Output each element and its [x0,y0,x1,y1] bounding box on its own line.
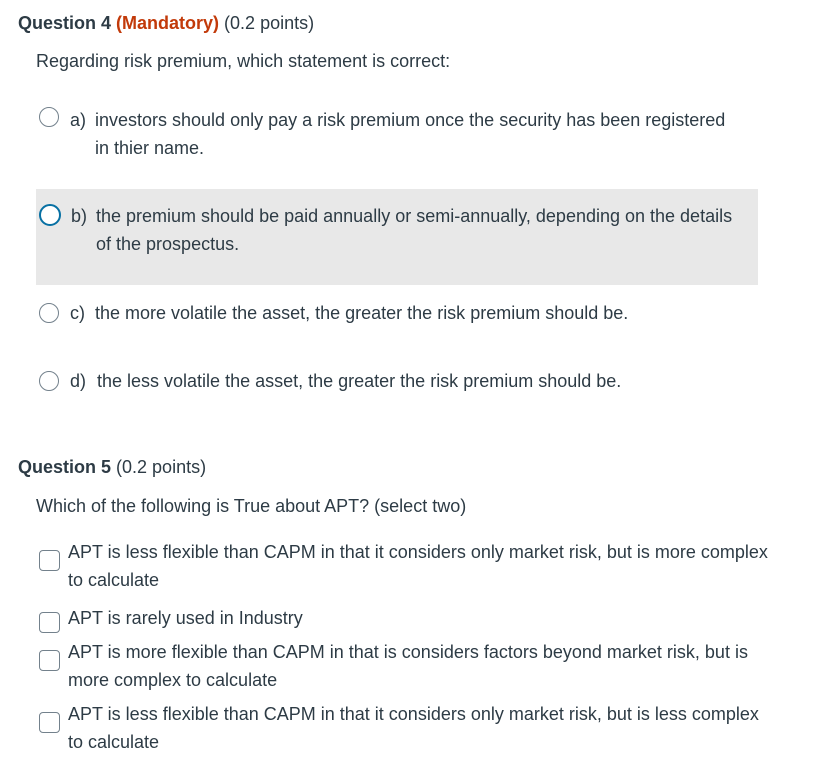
checkbox-option-1-text: APT is less flexible than CAPM in that it considers only market risk, but is more complex to calculate [68,542,768,590]
question-points: (0.2 points) [116,457,207,477]
question-4-prompt: Regarding risk premium, which statement is correct: [36,51,451,71]
option-d-text: the less volatile the asset, the greater the risk premium should be. [97,371,622,391]
checkbox-option-3-text: APT is more flexible than CAPM in that is considers factors beyond market risk, but is more complex to calculate [68,642,748,690]
checkbox-option-4-text: APT is less flexible than CAPM in that it considers only market risk, but is less complex to calculate [68,704,759,752]
option-d[interactable] [36,364,758,404]
option-a[interactable] [36,100,758,170]
checkbox-option-1[interactable] [39,550,60,571]
option-a-letter: a) [70,110,87,130]
option-b[interactable] [36,189,758,285]
option-b-text: the premium should be paid annually or semi-annually, depending on the details of the prospectus. [96,206,733,254]
mandatory-label: (Mandatory) [116,13,220,33]
option-c-text: the more volatile the asset, the greater the risk premium should be. [95,303,629,323]
option-c[interactable] [36,295,758,335]
question-5-title [18,455,206,479]
question-5-prompt: Which of the following is True about APT? (select two) [36,496,467,516]
checkbox-option-2[interactable] [39,612,60,633]
question-4-title [18,11,314,35]
option-d-letter: d) [70,371,87,391]
question-number: Question 4 [18,13,112,33]
checkbox-option-4[interactable] [39,712,60,733]
question-number: Question 5 [18,457,112,477]
checkbox-option-3[interactable] [39,650,60,671]
radio-button-a[interactable] [39,107,59,127]
option-a-text: investors should only pay a risk premium once the security has been registered in thier name. [95,110,726,158]
question-points: (0.2 points) [224,13,315,33]
option-c-letter: c) [70,303,85,323]
option-b-letter: b) [71,206,88,226]
radio-button-c[interactable] [39,303,59,323]
radio-button-b[interactable] [39,204,61,226]
radio-button-d[interactable] [39,371,59,391]
checkbox-option-2-text: APT is rarely used in Industry [68,608,303,628]
